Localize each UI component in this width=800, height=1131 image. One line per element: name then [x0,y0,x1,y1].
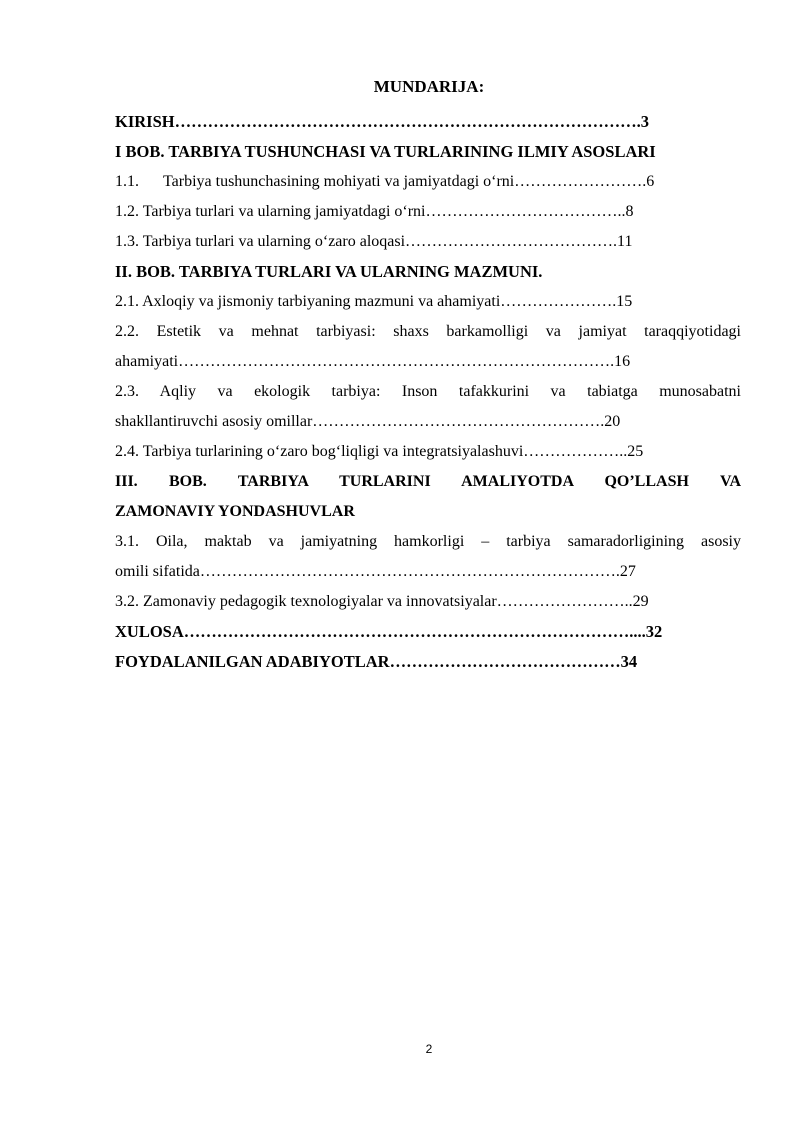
toc-entry-line: shakllantiruvchi asosiy omillar……………………………………………….20 [115,413,621,430]
toc-entry-text: Tarbiya tushunchasining mohiyati va jamiyatdagi o‘rni…………………….6 [163,173,655,190]
table-of-contents [115,107,741,677]
toc-entry-xulosa: XULOSA………………………………………………………………………....32 [115,622,663,641]
toc-entry-2-2 [115,317,741,377]
page-number: 2 [425,1042,433,1056]
toc-chapter-3-heading [115,467,741,527]
toc-entry-number: 1.1. [115,173,139,190]
toc-entry-line: 2.3. Aqliy va ekologik tarbiya: Inson tafakkurini va tabiatga munosabatni [115,383,741,400]
toc-entry-kirish: KIRISH………………………………………………………………………….3 [115,112,649,131]
toc-entry-1-2: 1.2. Tarbiya turlari va ularning jamiyatdagi o‘rni………………………………..8 [115,203,634,220]
toc-entry-1-1 [115,167,741,197]
toc-heading-line: III. BOB. TARBIYA TURLARINI AMALIYOTDA QO’LLASH VA [115,473,741,490]
page-title: MUNDARIJA: [373,77,485,96]
toc-chapter-2-heading: II. BOB. TARBIYA TURLARI VA ULARNING MAZMUNI. [115,262,543,281]
toc-entry-line: omili sifatida…………………………………………………………………….27 [115,563,636,580]
toc-entry-3-1 [115,527,741,587]
toc-entry-1-3: 1.3. Tarbiya turlari va ularning o‘zaro aloqasi………………………………….11 [115,233,633,250]
toc-entry-2-3 [115,377,741,437]
toc-entry-line: ahamiyati……………………………………………………………………….16 [115,353,631,370]
toc-chapter-1-heading: I BOB. TARBIYA TUSHUNCHASI VA TURLARINING ILMIY ASOSLARI [115,142,656,161]
toc-entry-2-4: 2.4. Tarbiya turlarining o‘zaro bog‘liqligi va integratsiyalashuvi………………..25 [115,443,644,460]
toc-entry-3-2: 3.2. Zamonaviy pedagogik texnologiyalar va innovatsiyalar……………………..29 [115,593,649,610]
toc-entry-adabiyotlar: FOYDALANILGAN ADABIYOTLAR……………………………………34 [115,652,638,671]
toc-heading-line: ZAMONAVIY YONDASHUVLAR [115,503,355,520]
toc-entry-2-1: 2.1. Axloqiy va jismoniy tarbiyaning mazmuni va ahamiyati………………….15 [115,293,633,310]
toc-entry-line: 3.1. Oila, maktab va jamiyatning hamkorligi – tarbiya samaradorligining asosiy [115,533,741,550]
toc-entry-line: 2.2. Estetik va mehnat tarbiyasi: shaxs barkamolligi va jamiyat taraqqiyotidagi [115,323,741,340]
